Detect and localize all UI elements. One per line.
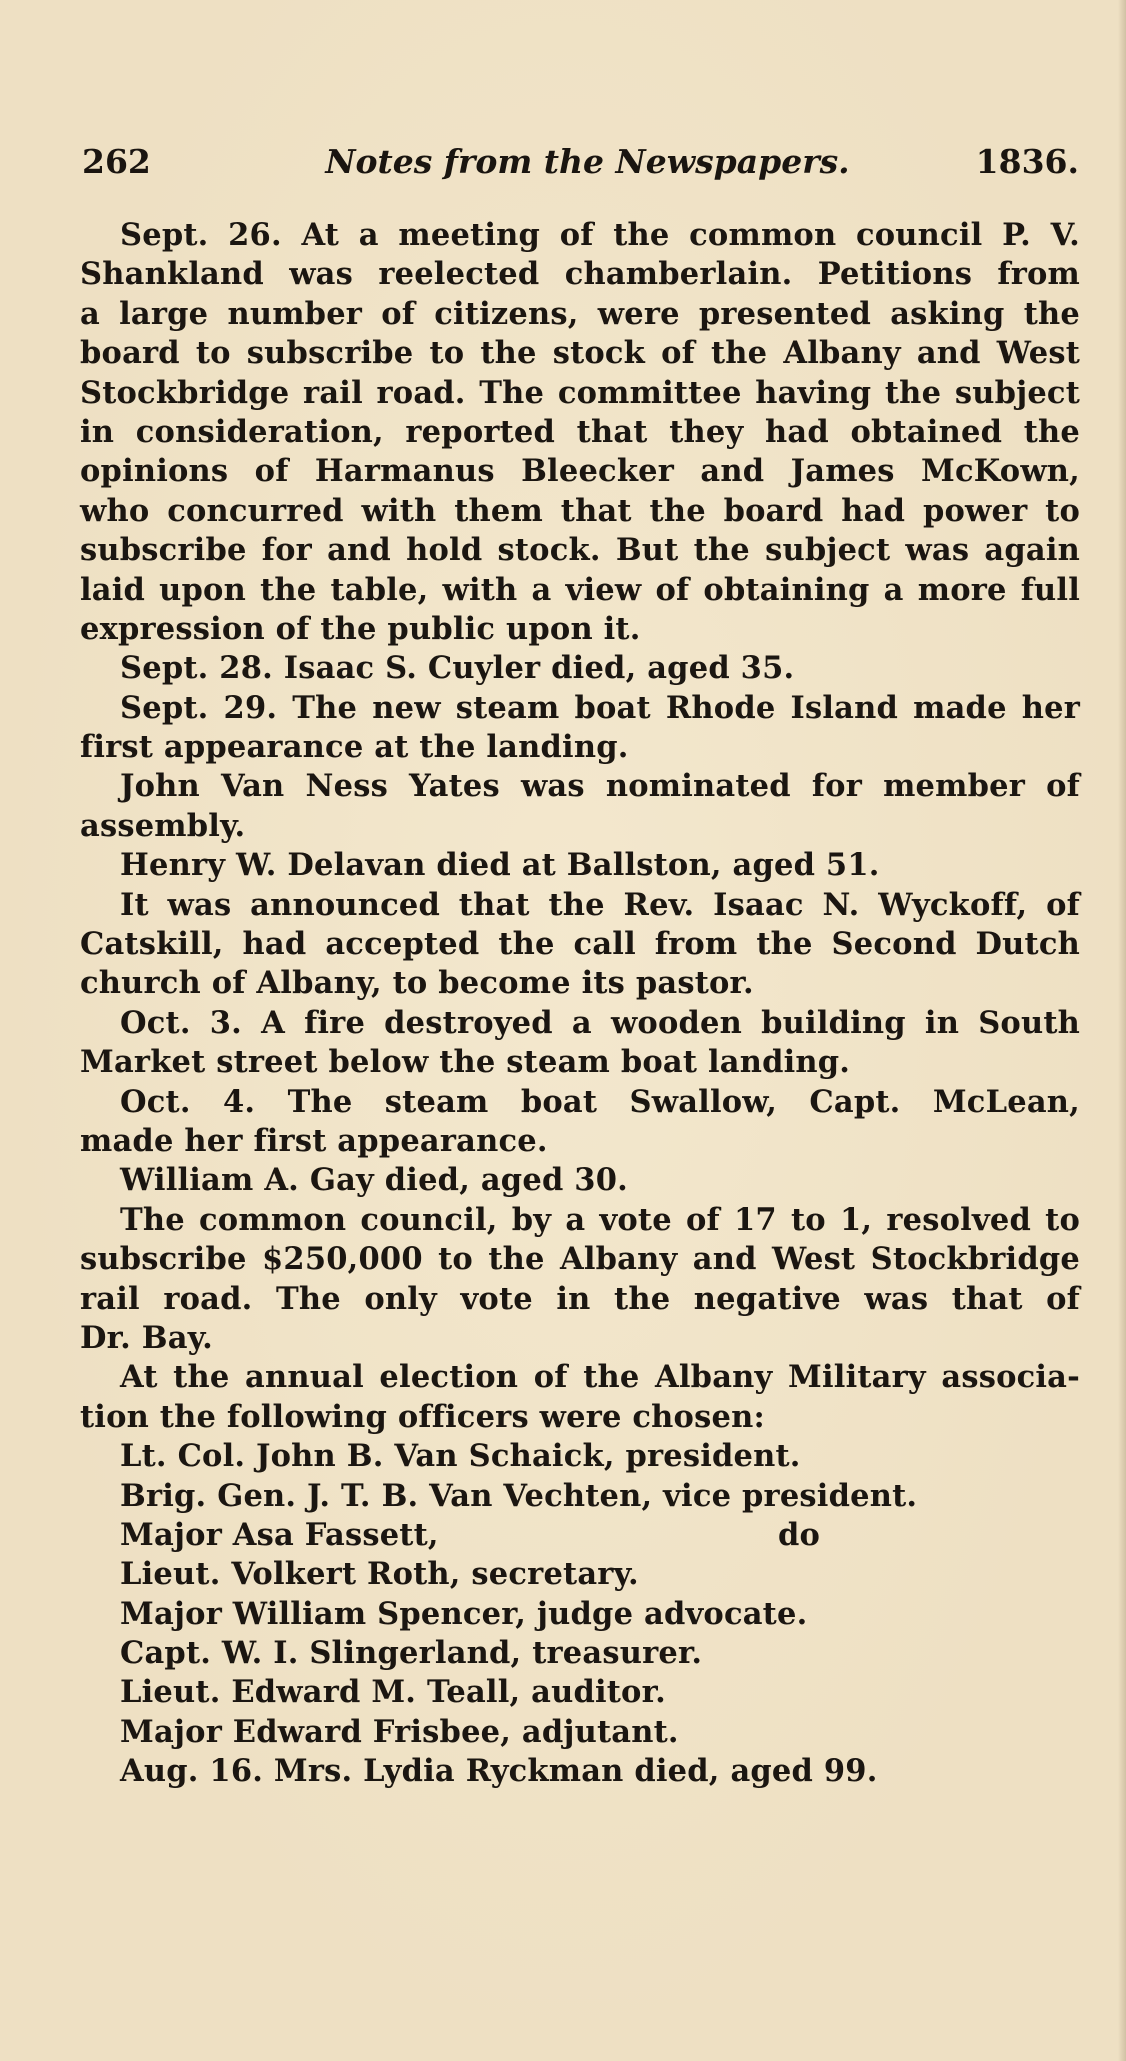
paragraph	[80, 1083, 1080, 1162]
paragraph	[80, 216, 1080, 649]
officer-text: Lieut. Volkert Roth, secretary.	[120, 1556, 639, 1593]
paragraph	[80, 1201, 1080, 1359]
text-line: Sept. 26. At a meeting of the common council P. V.	[120, 217, 1080, 253]
officer-text: Major Asa Fassett,	[120, 1516, 439, 1553]
text-line: Oct. 3. A fire destroyed a wooden building in South	[120, 1004, 1080, 1041]
officer-text: Lt. Col. John B. Van Schaick, president.	[120, 1438, 801, 1475]
paragraph	[80, 767, 1080, 846]
text-line: William A. Gay died, aged 30.	[120, 1162, 628, 1199]
paragraph	[80, 649, 1080, 688]
paragraph	[80, 1004, 1080, 1083]
officer-entry	[80, 1477, 1080, 1516]
text-line: expression of the public upon it.	[80, 610, 641, 647]
text-line: Stockbridge rail road. The committee having the subject	[80, 374, 1080, 411]
final-entry: Aug. 16. Mrs. Lydia Ryckman died, aged 99.	[120, 1753, 878, 1790]
text-line: tion the following officers were chosen:	[80, 1398, 765, 1435]
page-number: 262	[82, 142, 151, 181]
text-line: subscribe $250,000 to the Albany and West Stockbridge	[80, 1241, 1080, 1278]
text-line: Market street below the steam boat landing.	[80, 1044, 851, 1081]
text-line: who concurred with them that the board had power to	[80, 492, 1080, 529]
officer-text: Lieut. Edward M. Teall, auditor.	[120, 1674, 666, 1711]
text-line: The common council, by a vote of 17 to 1, resolved to	[120, 1201, 1080, 1238]
officer-text: Major William Spencer, judge advocate.	[120, 1595, 808, 1632]
officer-entry	[80, 1555, 1080, 1594]
paragraph	[80, 689, 1080, 768]
text-line: laid upon the table, with a view of obtaining a more full	[80, 571, 1080, 608]
text-line: Sept. 29. The new steam boat Rhode Island made her	[120, 689, 1080, 726]
officers-list	[80, 1437, 1080, 1752]
officer-entry	[80, 1634, 1080, 1673]
running-header	[82, 142, 1079, 192]
officer-entry	[80, 1713, 1080, 1752]
text-line: subscribe for and hold stock. But the subject was again	[80, 532, 1080, 569]
officer-entry	[80, 1516, 1080, 1555]
text-line: first appearance at the landing.	[80, 729, 629, 766]
officer-entry	[80, 1595, 1080, 1634]
officer-entry	[80, 1437, 1080, 1476]
text-line: Dr. Bay.	[80, 1319, 213, 1356]
header-year: 1836.	[975, 142, 1079, 181]
text-line: Shankland was reelected chamberlain. Petitions from	[80, 256, 1080, 293]
text-line: Sept. 28. Isaac S. Cuyler died, aged 35.	[120, 650, 795, 687]
text-line: board to subscribe to the stock of the Albany and West	[80, 335, 1080, 372]
text-line: Oct. 4. The steam boat Swallow, Capt. McLean,	[120, 1083, 1080, 1120]
officer-text: Major Edward Frisbee, adjutant.	[120, 1713, 679, 1750]
text-line: assembly.	[80, 807, 246, 844]
running-title: Notes from the Newspapers.	[325, 142, 850, 181]
text-line: John Van Ness Yates was nominated for member of	[120, 768, 1080, 805]
text-line: rail road. The only vote in the negative was that of	[80, 1280, 1080, 1317]
body-text	[80, 216, 1080, 1792]
paragraph	[80, 1358, 1080, 1437]
text-line: opinions of Harmanus Bleecker and James McKown,	[80, 453, 1080, 490]
text-line: Henry W. Delavan died at Ballston, aged 51.	[120, 847, 880, 884]
officer-text: Capt. W. I. Slingerland, treasurer.	[120, 1635, 703, 1672]
officer-text: Brig. Gen. J. T. B. Van Vechten, vice president.	[120, 1477, 918, 1514]
text-line: in consideration, reported that they had obtained the	[80, 413, 1080, 450]
paragraph	[80, 1161, 1080, 1200]
page-edge-shadow	[1118, 0, 1126, 2061]
paragraph	[80, 846, 1080, 885]
text-line: Catskill, had accepted the call from the Second Dutch	[80, 926, 1080, 963]
text-line: church of Albany, to become its pastor.	[80, 965, 754, 1002]
text-line: It was announced that the Rev. Isaac N. Wyckoff, of	[120, 886, 1080, 923]
paragraph	[80, 886, 1080, 1004]
text-line: At the annual election of the Albany Military associa-	[120, 1359, 1080, 1396]
officer-entry	[80, 1673, 1080, 1712]
ditto-mark: do	[778, 1516, 821, 1553]
text-line: a large number of citizens, were presented asking the	[80, 295, 1080, 332]
text-line: made her first appearance.	[80, 1122, 548, 1159]
